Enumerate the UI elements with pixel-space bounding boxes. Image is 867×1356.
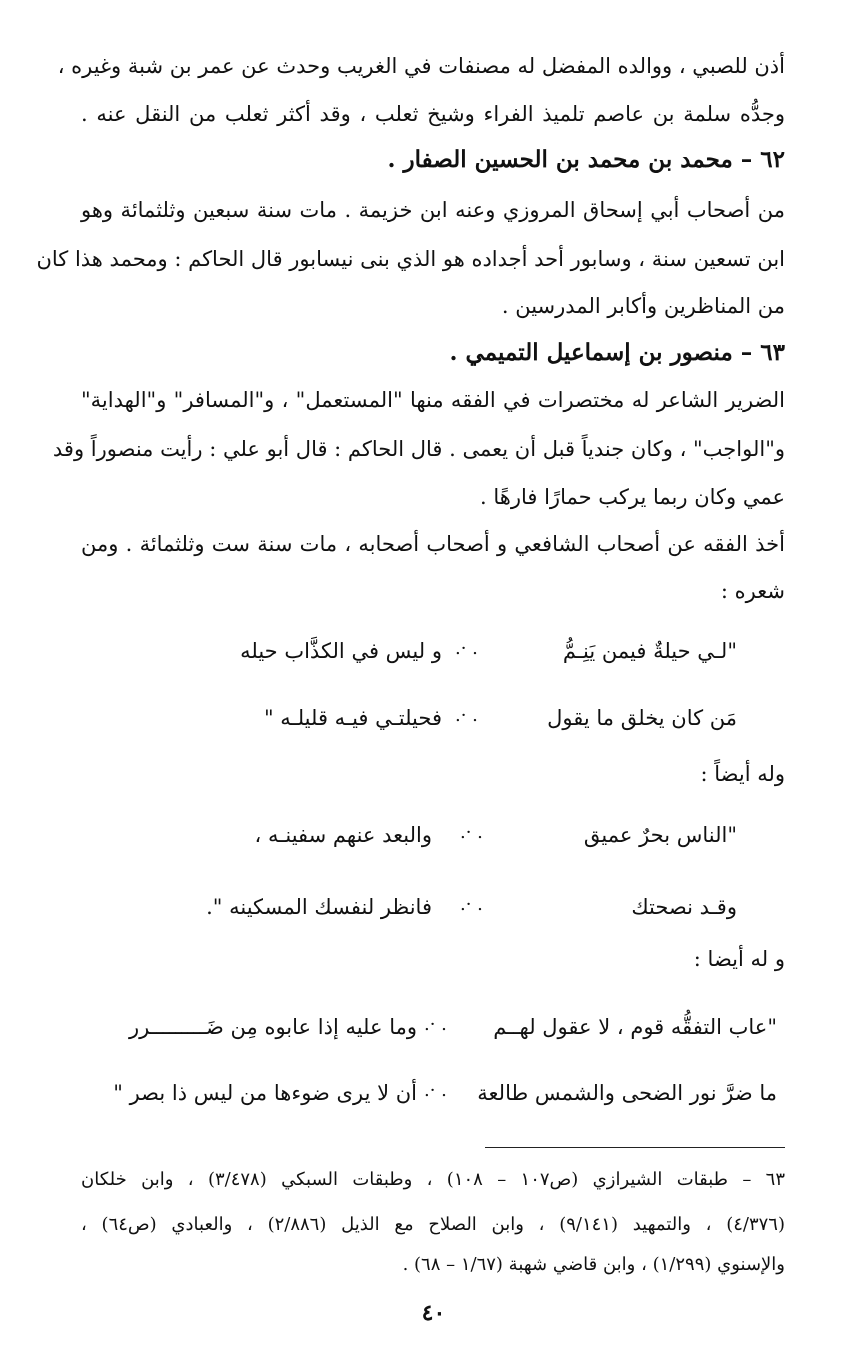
body-line: من أصحاب أبي إسحاق المروزي وعنه ابن خزيمة . مات سنة سبعين وثلثمائة وهو	[81, 198, 785, 222]
verse-hemistich-right: مَن كان يخلق ما يقول	[547, 706, 737, 730]
body-line: شعره :	[720, 579, 785, 603]
verse-hemistich-right: ما ضرَّ نور الضحى والشمس طالعة	[477, 1081, 777, 1105]
body-line: و"الواجب" ، وكان جندياً قبل أن يعمى . قال الحاكم : قال أبو علي : رأيت منصوراً وقد	[52, 437, 785, 461]
verse-separator: . ·.	[460, 894, 483, 915]
body-line: وله أيضاً :	[700, 762, 785, 786]
verse-hemistich-left: وما عليه إذا عابوه مِن ضَـــــــــرر	[128, 1015, 417, 1039]
verse-separator: . ·.	[424, 1080, 447, 1101]
footnote-divider	[485, 1147, 785, 1148]
body-line: أخذ الفقه عن أصحاب الشافعي و أصحاب أصحابه ، مات سنة ست وثلثمائة . ومن	[81, 532, 785, 556]
footnote-line: ٦٣ – طبقات الشيرازي (ص١٠٧ – ١٠٨) ، وطبقات السبكي (٣/٤٧٨) ، وابن خلكان	[81, 1169, 785, 1190]
verse-hemistich-left: والبعد عنهم سفينـه ،	[254, 823, 432, 847]
body-line: من المناظرين وأكابر المدرسين .	[501, 294, 785, 318]
verse-separator: . ·.	[455, 705, 478, 726]
body-line: وجدُّه سلمة بن عاصم تلميذ الفراء وشيخ ثعلب ، وقد أكثر ثعلب من النقل عنه .	[81, 102, 785, 126]
body-line: عمي وكان ربما يركب حمارًا فارهًا .	[480, 485, 785, 509]
entry-heading-63: ٦٣ – منصور بن إسماعيل التميمي .	[449, 339, 785, 366]
page-number: ٤٠	[421, 1300, 446, 1326]
verse-hemistich-right: "الناس بحرٌ عميق	[583, 823, 737, 847]
verse-hemistich-left: فانظر لنفسك المسكينه ".	[206, 895, 432, 919]
verse-hemistich-left: أن لا يرى ضوءها من ليس ذا بصر "	[113, 1081, 417, 1105]
verse-hemistich-left: فحيلتـي فيـه قليلـه "	[263, 706, 442, 730]
verse-hemistich-right: "عاب التفقُّه قوم ، لا عقول لهــم	[493, 1015, 777, 1039]
verse-hemistich-left: و ليس في الكذَّاب حيله	[240, 639, 442, 663]
verse-hemistich-right: وقـد نصحتك	[631, 895, 737, 919]
footnote-line: والإسنوي (١/٢٩٩) ، وابن قاضي شهبة (١/٦٧ – ٦٨) .	[402, 1254, 785, 1275]
verse-separator: . ·.	[455, 638, 478, 659]
body-line: ابن تسعين سنة ، وسابور أحد أجداده هو الذي بنى نيسابور قال الحاكم : ومحمد هذا كان	[36, 247, 785, 271]
body-line: الضرير الشاعر له مختصرات في الفقه منها "المستعمل" ، و"المسافر" و"الهداية"	[81, 388, 785, 412]
verse-separator: . ·.	[424, 1014, 447, 1035]
entry-heading-62: ٦٢ – محمد بن محمد بن الحسين الصفار .	[387, 146, 785, 173]
footnote-line: (٤/٣٧٦) ، والتمهيد (٩/١٤١) ، وابن الصلاح مع الذيل (٢/٨٨٦) ، والعبادي (ص٦٤) ،	[81, 1214, 785, 1235]
body-line: و له أيضا :	[693, 947, 785, 971]
verse-hemistich-right: "لـي حيلةٌ فيمن يَنِـمُّ	[562, 639, 737, 663]
verse-separator: . ·.	[460, 822, 483, 843]
body-line: أذن للصبي ، ووالده المفضل له مصنفات في الغريب وحدث عن عمر بن شبة وغيره ،	[57, 54, 785, 78]
